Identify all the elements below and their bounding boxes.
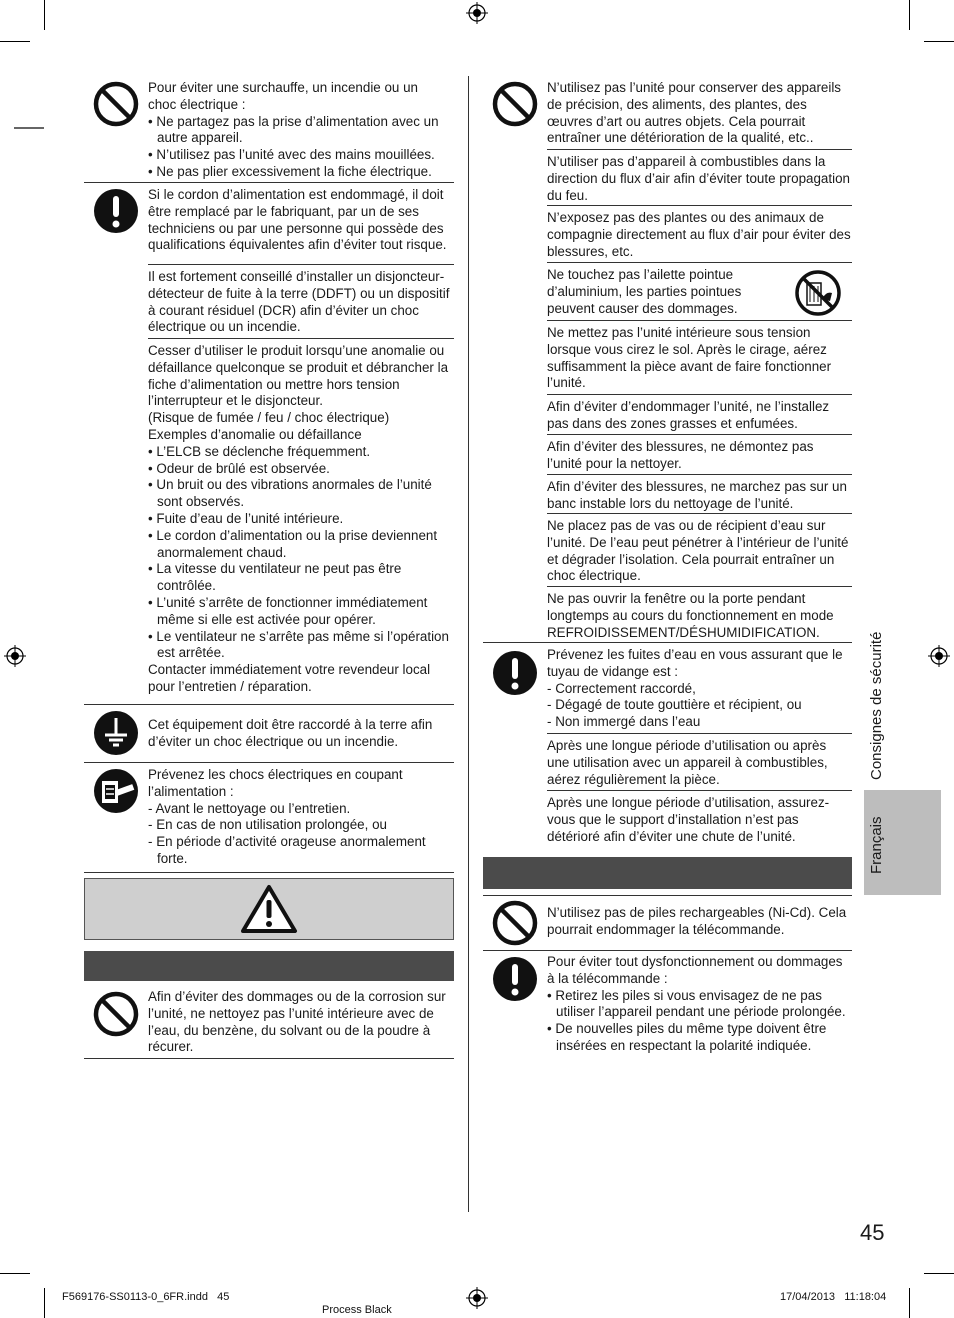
text-block: Cet équipement doit être raccordé à la terre afin d’éviter un choc électrique ou un incendie. (148, 717, 433, 749)
crop-mark (0, 1273, 30, 1274)
sub-blocks (547, 76, 852, 645)
prohibition-icon (491, 899, 539, 947)
no-touch-fin-icon (794, 269, 842, 317)
prohibition-icon (92, 990, 140, 1038)
text-block: N’utilisez pas de piles rechargeables (Ni-Cd). Cela pourrait endommager la télécommande. (547, 905, 847, 937)
registration-mark-icon (466, 2, 488, 24)
crop-mark (44, 1288, 45, 1318)
text-line: Contacter immédiatement votre revendeur local pour l’entretien / réparation. (148, 662, 431, 694)
sub-block (148, 338, 454, 700)
sub-block: Si le cordon d’alimentation est endommagé, il doit être remplacé par le fabriquant, par un de ses techniciens ou par une personne qui possède des qualifications équivalentes afin d’éviter tout risque. (148, 187, 447, 253)
text-line: Cesser d’utiliser le produit lorsqu’une anomalie ou défaillance quelconque se produit et débrancher la fiche d’alimentation ou mettre hors tension l’interrupteur et le disjoncteur. (148, 343, 449, 409)
sub-block: Après une longue période d’utilisation, assurez-vous que le support d’installation n’est pas détérioré afin d’éviter une chute de l’unité. (547, 790, 852, 849)
mandatory-row (84, 183, 454, 705)
bullet-item: • N’utilisez pas l’unité avec des mains mouillées. (148, 147, 435, 163)
prohibition-icon (491, 80, 539, 128)
sub-block: N’utilisez pas l’unité pour conserver des appareils de précision, des aliments, des plantes, des œuvres d’art ou autres objets. Cela pourrait entraîner une détérioration de la qualité, etc.. (547, 80, 841, 146)
dash-item: - En cas de non utilisation prolongée, ou (148, 817, 387, 833)
section-header-bar (483, 857, 852, 889)
earth-row (84, 705, 454, 763)
sub-blocks (148, 183, 454, 700)
sub-block: Ne pas ouvrir la fenêtre ou la porte pendant longtemps au cours du fonctionnement en mode REFROIDISSEMENT/DÉSHUMIDIFICATION. (547, 586, 852, 645)
sub-blocks (547, 643, 852, 849)
prohibition-row (483, 76, 852, 643)
section-header-bar (84, 951, 454, 981)
sub-block: Ne placez pas de vas ou de récipient d’eau sur l’unité. De l’eau peut pénétrer à l’intérieur de l’unité et dégrader l’isolation. Cela pourrait entraîner un choc électrique. (547, 513, 852, 586)
bullet-item: • L’ELCB se déclenche fréquemment. (148, 443, 371, 459)
bullet-item: • Retirez les piles si vous envisagez de ne pas utiliser l’appareil pendant une période prolongée. (547, 987, 846, 1020)
column-divider (468, 76, 469, 1212)
language-side-label: Français (868, 816, 885, 874)
text-line: Prévenez les fuites d’eau en vous assurant que le tuyau de vidange est : (547, 647, 843, 679)
dash-item: - Correctement raccordé, (547, 680, 696, 696)
battery-mandatory-row (483, 950, 852, 1080)
bullet-item: • Le cordon d’alimentation ou la prise deviennent anormalement chaud. (148, 527, 438, 560)
bullet-item: • Odeur de brûlé est observée. (148, 460, 330, 476)
crop-mark (924, 1273, 954, 1274)
crop-mark (44, 0, 45, 30)
caution-box (84, 878, 454, 940)
text-block (148, 763, 454, 872)
text-line: Pour éviter tout dysfonctionnement ou dommages à la télécommande : (547, 954, 843, 986)
text-line: Prévenez les chocs électriques en coupant l’alimentation : (148, 767, 403, 799)
sub-block (547, 262, 852, 320)
sub-block: Ne mettez pas l’unité intérieure sous tension lorsque vous cirez le sol. Après le cirage, aérez suffisamment la pièce avant de faire fonctionner l’unité. (547, 320, 852, 394)
sub-block: Après une longue période d’utilisation ou après une utilisation avec un appareil à combustibles, aérez régulièrement la pièce. (547, 733, 852, 790)
text-block: Afin d’éviter des dommages ou de la corrosion sur l’unité, ne nettoyez pas l’unité intérieure avec de l’eau, du benzène, du solvant ou de la poudre à récurer. (148, 989, 446, 1055)
bullet-item: • Ne partagez pas la prise d’alimentation avec un autre appareil. (148, 113, 439, 146)
mandatory-action-icon (92, 187, 140, 235)
battery-prohibition-row (483, 895, 852, 951)
margin-dash (14, 127, 44, 129)
sub-block: N’utiliser pas d’appareil à combustibles dans la direction du flux d’air afin d’éviter toute propagation du feu. (547, 149, 852, 205)
mandatory-action-icon (491, 955, 539, 1003)
right-column (483, 76, 852, 848)
text-block (547, 950, 852, 1059)
footer-datetime: 17/04/2013 11:18:04 (780, 1291, 887, 1303)
text-line: Exemples d’anomalie ou défaillance (148, 426, 362, 442)
section-side-label: Consignes de sécurité (868, 631, 885, 780)
earth-ground-icon (92, 709, 140, 757)
warning-triangle-icon (240, 884, 298, 934)
crop-mark (924, 41, 954, 42)
left-column (84, 76, 454, 873)
sub-block: Afin d’éviter d’endommager l’unité, ne l’installez pas dans des zones grasses et enfumées. (547, 394, 852, 434)
registration-mark-icon (928, 645, 950, 667)
registration-mark-icon (466, 1287, 488, 1309)
crop-mark (909, 0, 910, 30)
prohibition-icon (92, 80, 140, 128)
footer-process: Process Black (322, 1304, 392, 1316)
page-number: 45 (860, 1220, 885, 1245)
dash-item: - Avant le nettoyage ou l’entretien. (148, 800, 351, 816)
mandatory-action-icon (491, 649, 539, 697)
dash-item: - Dégagé de toute gouttière et récipient, ou (547, 697, 802, 713)
bullet-item: • Ne pas plier excessivement la fiche électrique. (148, 163, 432, 179)
mandatory-row (483, 643, 852, 848)
text-line: Pour éviter une surchauffe, un incendie ou un (148, 80, 418, 95)
footer-file: F569176-SS0113-0_6FR.indd 45 (62, 1291, 230, 1303)
unplug-row (84, 763, 454, 873)
registration-mark-icon (4, 645, 26, 667)
unplug-icon (92, 767, 140, 815)
text-line: (Risque de fumée / feu / choc électrique) (148, 410, 390, 426)
sub-block: Afin d’éviter des blessures, ne démontez pas l’unité pour la nettoyer. (547, 434, 852, 474)
crop-mark (909, 1288, 910, 1318)
sub-block: Afin d’éviter des blessures, ne marchez pas sur un banc instable lors du nettoyage de l’unité. (547, 474, 852, 513)
sub-block: N’exposez pas des plantes ou des animaux de compagnie directement au flux d’air pour éviter des blessures, etc. (547, 205, 852, 262)
bullet-item: • L’unité s’arrête de fonctionner immédiatement même si elle est activée pour opérer. (148, 594, 428, 627)
dash-item: - En période d’activité orageuse anormalement forte. (148, 834, 426, 866)
crop-mark (0, 41, 30, 42)
bullet-item: • De nouvelles piles du même type doivent être insérées en respectant la polarité indiquée. (547, 1021, 827, 1053)
prohibition-row (84, 76, 454, 183)
cleaning-row (84, 982, 454, 1059)
sub-block (547, 643, 852, 733)
dash-item: - Non immergé dans l’eau (547, 714, 701, 730)
text-line: Ne touchez pas l’ailette pointue d’aluminium, les parties pointues peuvent causer des dommages. (547, 267, 742, 316)
bullet-item: • Fuite d’eau de l’unité intérieure. (148, 510, 344, 526)
sub-block: Il est fortement conseillé d’installer un disjoncteur-détecteur de fuite à la terre (DDFT) ou un dispositif à courant résiduel (DCR) afin d’éviter un choc électrique ou un incendie. (148, 264, 454, 338)
bullet-item: • Le ventilateur ne s’arrête pas même si l’opération est arrêtée. (148, 628, 449, 661)
text-block (148, 76, 454, 185)
text-line: choc électrique : (148, 96, 246, 112)
bullet-item: • Un bruit ou des vibrations anormales de l’unité sont observés. (148, 477, 432, 510)
bullet-item: • La vitesse du ventilateur ne peut pas être contrôlée. (148, 561, 402, 594)
